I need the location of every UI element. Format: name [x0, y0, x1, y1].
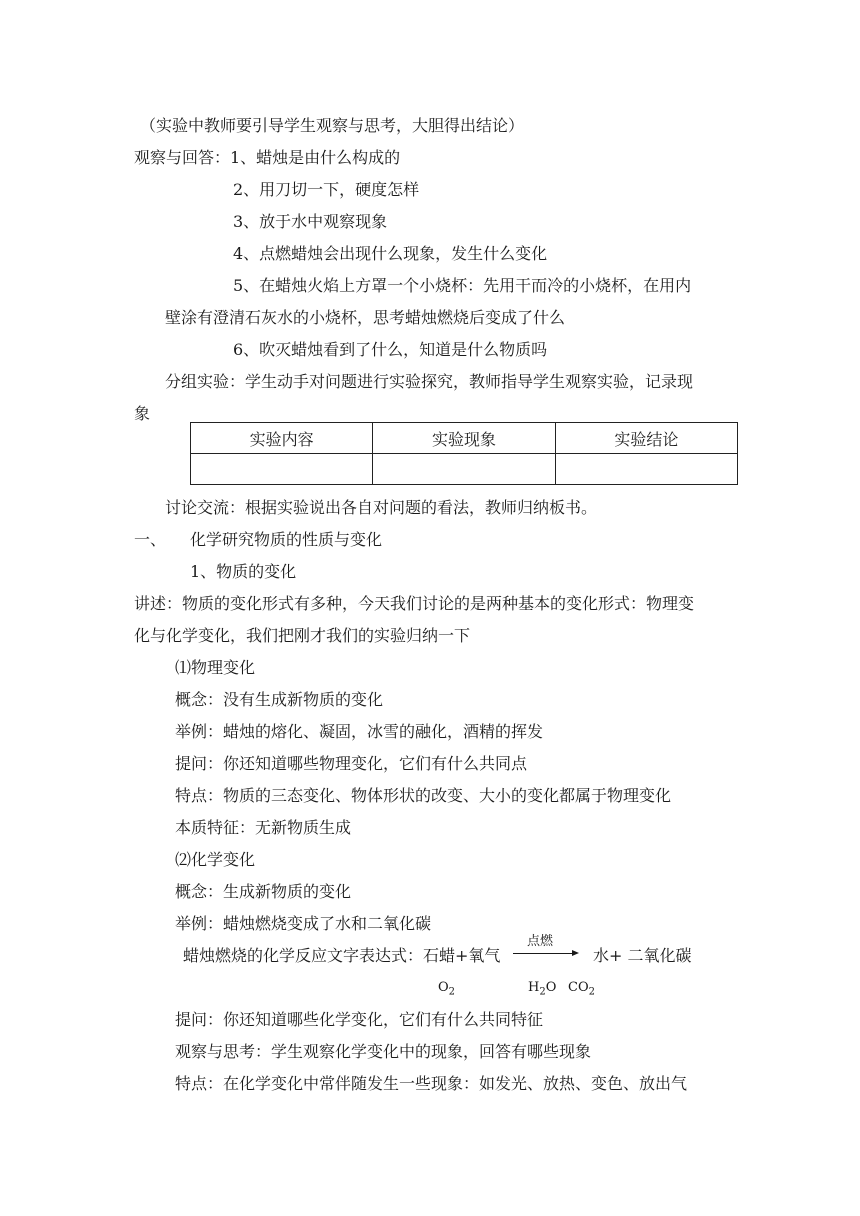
observe-q3: 3、放于水中观察现象 — [233, 212, 388, 231]
group-experiment: 分组实验：学生动手对问题进行实验探究，教师指导学生观察实验，记录现 — [165, 372, 694, 391]
section-number: 一、 — [134, 530, 167, 549]
chemical-example: 举例：蜡烛燃烧变成了水和二氧化碳 — [175, 914, 432, 933]
formula-co2: $CO_2$ — [568, 980, 595, 998]
lecture-text: 讲述：物质的变化形式有多种，今天我们讨论的是两种基本的变化形式：物理变 — [134, 594, 695, 613]
chemical-feature: 特点：在化学变化中常伴随发生一些现象：如发光、放热、变色、放出气 — [175, 1074, 688, 1093]
physical-question: 提问：你还知道哪些物理变化，它们有什么共同点 — [175, 754, 528, 773]
chemical-observe: 观察与思考：学生观察化学变化中的现象，回答有哪些现象 — [175, 1042, 592, 1061]
chemical-change-heading: ⑵化学变化 — [175, 850, 256, 869]
subsection-heading: 1、物质的变化 — [190, 562, 297, 581]
table-header-cell: 实验内容 — [191, 423, 373, 454]
observe-q5-cont: 壁涂有澄清石灰水的小烧杯，思考蜡烛燃烧后变成了什么 — [165, 308, 566, 327]
chemical-concept: 概念：生成新物质的变化 — [175, 882, 352, 901]
equation-products: 水+ 二氧化碳 — [593, 946, 692, 965]
observe-q4: 4、点燃蜡烛会出现什么现象，发生什么变化 — [233, 244, 548, 263]
chemical-question: 提问：你还知道哪些化学变化，它们有什么共同特征 — [175, 1010, 544, 1029]
table-header-cell: 实验结论 — [555, 423, 737, 454]
group-experiment-cont: 象 — [134, 404, 151, 423]
table-header-cell: 实验现象 — [373, 423, 555, 454]
lecture-text-cont: 化与化学变化，我们把刚才我们的实验归纳一下 — [134, 626, 471, 645]
formula-h2o: $H_2O$ — [528, 980, 557, 998]
reaction-arrow — [513, 953, 573, 954]
table-cell — [373, 454, 555, 485]
reaction-condition: 点燃 — [527, 934, 554, 949]
section-heading: 化学研究物质的性质与变化 — [190, 530, 383, 549]
experiment-table — [190, 422, 738, 485]
table-cell — [191, 454, 373, 485]
arrow-head-icon — [572, 950, 579, 956]
physical-example: 举例：蜡烛的熔化、凝固，冰雪的融化，酒精的挥发 — [175, 722, 544, 741]
instruction-note: （实验中教师要引导学生观察与思考，大胆得出结论） — [140, 116, 525, 135]
physical-essence: 本质特征：无新物质生成 — [175, 818, 352, 837]
physical-change-heading: ⑴物理变化 — [175, 658, 256, 677]
physical-concept: 概念：没有生成新物质的变化 — [175, 690, 384, 709]
observe-q1: 观察与回答：1、蜡烛是由什么构成的 — [134, 148, 401, 167]
physical-feature: 特点：物质的三态变化、物体形状的改变、大小的变化都属于物理变化 — [175, 786, 672, 805]
equation-prefix: 蜡烛燃烧的化学反应文字表达式：石蜡+氧气 — [183, 946, 501, 965]
observe-q6: 6、吹灭蜡烛看到了什么，知道是什么物质吗 — [233, 340, 548, 359]
discussion: 讨论交流：根据实验说出各自对问题的看法，教师归纳板书。 — [165, 498, 598, 517]
observe-q2: 2、用刀切一下，硬度怎样 — [233, 180, 420, 199]
table-header-row — [191, 423, 738, 454]
table-cell — [555, 454, 737, 485]
table-row — [191, 454, 738, 485]
formula-o2: $O_2$ — [438, 980, 456, 998]
observe-q5: 5、在蜡烛火焰上方罩一个小烧杯：先用干而冷的小烧杯，在用内 — [233, 276, 692, 295]
